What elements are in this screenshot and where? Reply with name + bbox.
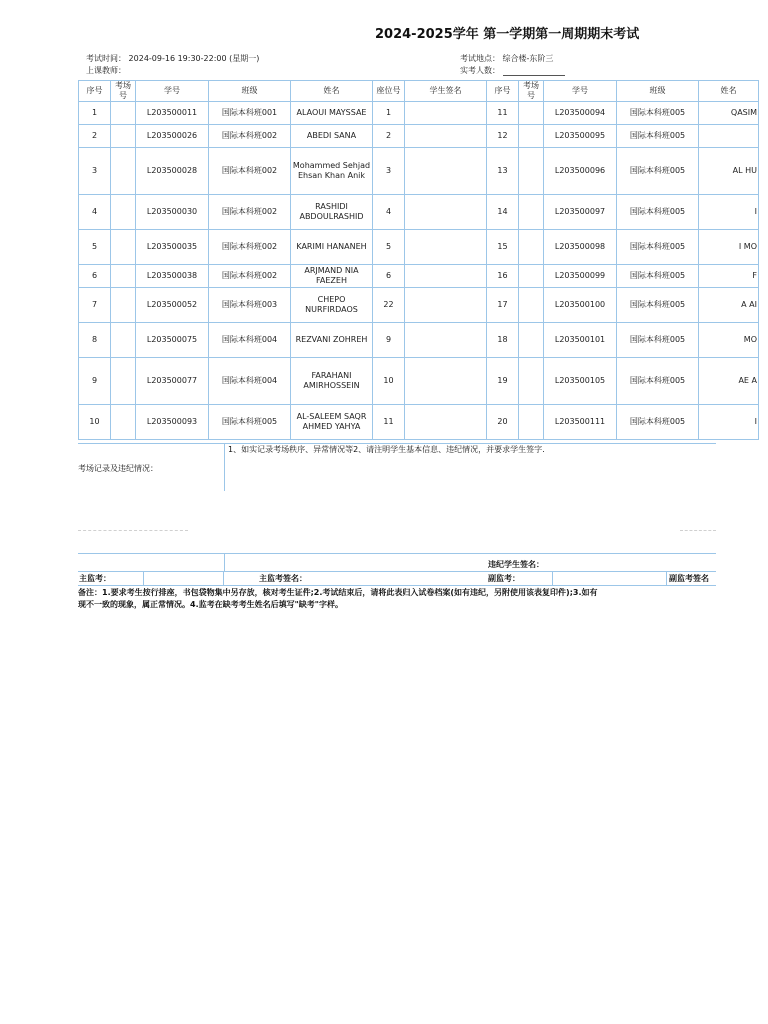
student-id: L203500095 <box>544 125 617 148</box>
class-name: 国际本科班002 <box>209 148 291 195</box>
table-row <box>79 265 759 288</box>
class-name: 国际本科班005 <box>617 405 699 440</box>
exam-room <box>111 230 136 265</box>
student-id: L203500097 <box>544 195 617 230</box>
student-name: KARIMI HANANEH <box>291 230 373 265</box>
student-name: I MO <box>699 230 759 265</box>
student-name: QASIM <box>699 102 759 125</box>
col-header: 考场号 <box>111 81 136 102</box>
row-number: 3 <box>79 148 111 195</box>
student-signature <box>405 148 487 195</box>
row-number: 10 <box>79 405 111 440</box>
table-row <box>79 195 759 230</box>
chief-signature-label: 主监考签名： <box>259 574 307 583</box>
student-id: L203500075 <box>136 323 209 358</box>
student-id: L203500077 <box>136 358 209 405</box>
class-name: 国际本科班002 <box>209 195 291 230</box>
row-number: 4 <box>79 195 111 230</box>
remarks-line-2: 现不一致的现象，属正常情况。4.监考在缺考考生姓名后填写"缺考"字样。 <box>78 600 343 609</box>
divider <box>224 553 225 571</box>
row-number: 2 <box>79 125 111 148</box>
exam-room <box>111 102 136 125</box>
col-header: 学号 <box>544 81 617 102</box>
student-id: L203500011 <box>136 102 209 125</box>
row-number: 5 <box>79 230 111 265</box>
student-signature <box>405 125 487 148</box>
faint-dashed-line <box>680 530 716 532</box>
cell-border <box>143 572 144 585</box>
exam-time-value: 2024-09-16 19:30-22:00 (星期一) <box>128 54 260 63</box>
row-number: 9 <box>79 358 111 405</box>
col-header: 序号 <box>79 81 111 102</box>
row-number: 14 <box>487 195 519 230</box>
exam-record-section <box>78 443 716 491</box>
row-number: 17 <box>487 288 519 323</box>
col-header: 班级 <box>617 81 699 102</box>
row-number: 12 <box>487 125 519 148</box>
violator-signature-section <box>78 553 716 573</box>
student-id: L203500111 <box>544 405 617 440</box>
row-number: 6 <box>79 265 111 288</box>
divider <box>78 553 716 554</box>
seat-number: 5 <box>373 230 405 265</box>
exam-room <box>519 230 544 265</box>
deputy-proctor-label: 副监考： <box>488 574 520 583</box>
student-name <box>699 125 759 148</box>
divider <box>224 443 225 491</box>
seat-number: 9 <box>373 323 405 358</box>
student-id: L203500052 <box>136 288 209 323</box>
attendance-blank <box>503 67 565 76</box>
seat-number: 22 <box>373 288 405 323</box>
table-row <box>79 125 759 148</box>
roster-table <box>78 80 759 440</box>
cell-border <box>666 572 667 585</box>
seat-number: 10 <box>373 358 405 405</box>
seat-number: 11 <box>373 405 405 440</box>
student-name: I <box>699 195 759 230</box>
student-signature <box>405 265 487 288</box>
student-name: MO <box>699 323 759 358</box>
student-id: L203500094 <box>544 102 617 125</box>
seat-number: 1 <box>373 102 405 125</box>
faint-dashed-line <box>78 530 188 532</box>
student-name: F <box>699 265 759 288</box>
student-name: FARAHANI AMIRHOSSEIN <box>291 358 373 405</box>
table-header-row <box>79 81 759 102</box>
row-number: 20 <box>487 405 519 440</box>
location-label: 考试地点： <box>460 54 500 63</box>
row-number: 15 <box>487 230 519 265</box>
exam-room <box>519 405 544 440</box>
exam-room <box>519 265 544 288</box>
seat-number: 2 <box>373 125 405 148</box>
class-name: 国际本科班004 <box>209 323 291 358</box>
student-name: ABEDI SANA <box>291 125 373 148</box>
teacher <box>86 65 126 76</box>
exam-record-label: 考场记录及违纪情况： <box>78 464 158 473</box>
col-header: 考场号 <box>519 81 544 102</box>
student-id: L203500105 <box>544 358 617 405</box>
seat-number: 3 <box>373 148 405 195</box>
student-signature <box>405 358 487 405</box>
exam-room <box>111 288 136 323</box>
student-name: AL-SALEEM SAQR AHMED YAHYA <box>291 405 373 440</box>
student-id: L203500030 <box>136 195 209 230</box>
student-id: L203500028 <box>136 148 209 195</box>
student-id: L203500038 <box>136 265 209 288</box>
page-title: 2024-2025学年 第一学期第一周期期末考试 <box>375 27 640 42</box>
student-id: L203500096 <box>544 148 617 195</box>
class-name: 国际本科班005 <box>617 265 699 288</box>
row-number: 7 <box>79 288 111 323</box>
class-name: 国际本科班005 <box>617 230 699 265</box>
col-header: 姓名 <box>291 81 373 102</box>
col-header: 序号 <box>487 81 519 102</box>
exam-time-label: 考试时间： <box>86 54 126 63</box>
row-number: 18 <box>487 323 519 358</box>
student-signature <box>405 405 487 440</box>
exam-room <box>111 195 136 230</box>
exam-room <box>111 358 136 405</box>
col-header: 班级 <box>209 81 291 102</box>
class-name: 国际本科班005 <box>617 195 699 230</box>
student-name: A AI <box>699 288 759 323</box>
class-name: 国际本科班005 <box>617 125 699 148</box>
table-row <box>79 405 759 440</box>
exam-room <box>111 148 136 195</box>
row-number: 8 <box>79 323 111 358</box>
row-number: 19 <box>487 358 519 405</box>
table-row <box>79 323 759 358</box>
student-id: L203500098 <box>544 230 617 265</box>
row-number: 13 <box>487 148 519 195</box>
table-row <box>79 230 759 265</box>
exam-room <box>519 288 544 323</box>
remarks-line-1: 备注：1.要求考生按行排座，书包袋物集中另存放，核对考生证件;2.考试结束后，请将此表归入试卷档案(如有违纪，另附使用该表复印件);3.如有 <box>78 588 598 597</box>
class-name: 国际本科班002 <box>209 265 291 288</box>
student-name: RASHIDI ABDOULRASHID <box>291 195 373 230</box>
roster-sheet <box>78 80 757 620</box>
exam-room <box>519 358 544 405</box>
exam-record-instructions: 1、如实记录考场秩序、异常情况等2、请注明学生基本信息、违纪情况，并要求学生签字. <box>228 445 545 454</box>
student-signature <box>405 288 487 323</box>
seat-number: 6 <box>373 265 405 288</box>
exam-room <box>519 323 544 358</box>
student-name: CHEPO NURFIRDAOS <box>291 288 373 323</box>
class-name: 国际本科班005 <box>617 323 699 358</box>
student-id: L203500093 <box>136 405 209 440</box>
class-name: 国际本科班004 <box>209 358 291 405</box>
teacher-label: 上课教师： <box>86 66 126 75</box>
student-name: I <box>699 405 759 440</box>
cell-border <box>223 572 224 585</box>
exam-room <box>519 148 544 195</box>
student-id: L203500026 <box>136 125 209 148</box>
student-signature <box>405 323 487 358</box>
cell-border <box>552 572 553 585</box>
class-name: 国际本科班005 <box>617 358 699 405</box>
exam-room <box>111 405 136 440</box>
table-row <box>79 288 759 323</box>
attendance <box>460 65 565 76</box>
student-name: REZVANI ZOHREH <box>291 323 373 358</box>
exam-room <box>111 323 136 358</box>
student-id: L203500100 <box>544 288 617 323</box>
class-name: 国际本科班005 <box>209 405 291 440</box>
student-name: AE A <box>699 358 759 405</box>
student-name: Mohammed Sehjad Ehsan Khan Anik <box>291 148 373 195</box>
exam-room <box>519 195 544 230</box>
violator-signature-label: 违纪学生签名： <box>488 560 544 569</box>
proctor-row <box>78 571 716 586</box>
deputy-signature-label: 副监考签名 <box>669 574 709 583</box>
class-name: 国际本科班005 <box>617 288 699 323</box>
student-id: L203500099 <box>544 265 617 288</box>
col-header: 座位号 <box>373 81 405 102</box>
student-name: AL HU <box>699 148 759 195</box>
student-signature <box>405 102 487 125</box>
table-row <box>79 102 759 125</box>
student-name: ALAOUI MAYSSAE <box>291 102 373 125</box>
row-number: 11 <box>487 102 519 125</box>
col-header: 姓名 <box>699 81 759 102</box>
student-signature <box>405 195 487 230</box>
exam-location <box>460 53 553 64</box>
row-number: 16 <box>487 265 519 288</box>
exam-room <box>111 265 136 288</box>
class-name: 国际本科班005 <box>617 148 699 195</box>
student-id: L203500035 <box>136 230 209 265</box>
exam-room <box>519 102 544 125</box>
student-id: L203500101 <box>544 323 617 358</box>
class-name: 国际本科班002 <box>209 230 291 265</box>
seat-number: 4 <box>373 195 405 230</box>
table-row <box>79 358 759 405</box>
student-signature <box>405 230 487 265</box>
class-name: 国际本科班001 <box>209 102 291 125</box>
class-name: 国际本科班005 <box>617 102 699 125</box>
class-name: 国际本科班002 <box>209 125 291 148</box>
table-row <box>79 148 759 195</box>
attendance-label: 实考人数： <box>460 66 500 75</box>
exam-room <box>519 125 544 148</box>
exam-room <box>111 125 136 148</box>
class-name: 国际本科班003 <box>209 288 291 323</box>
student-name: ARJMAND NIA FAEZEH <box>291 265 373 288</box>
remarks <box>78 587 716 611</box>
chief-proctor-label: 主监考： <box>79 574 111 583</box>
exam-time <box>86 53 259 64</box>
col-header: 学号 <box>136 81 209 102</box>
row-number: 1 <box>79 102 111 125</box>
col-header: 学生签名 <box>405 81 487 102</box>
location-value: 综合楼-东阶三 <box>502 54 554 63</box>
